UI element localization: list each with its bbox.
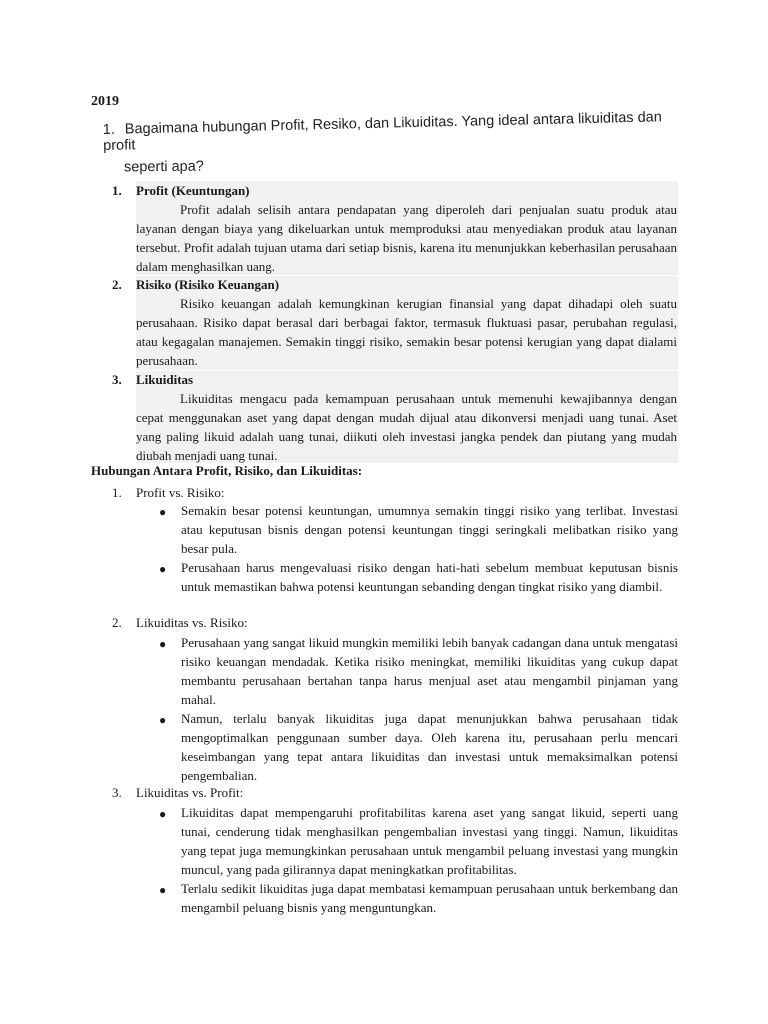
section-number: 3. [112, 372, 122, 387]
item-number: 2. [112, 615, 122, 630]
bullet-text: Perusahaan harus mengevaluasi risiko dengan hati-hati sebelum membuat keputusan bisnis untuk memastikan bahwa potensi keuntungan sebanding dengan tingkat risiko yang diambil. [181, 560, 678, 594]
section-text-profit: Profit adalah selisih antara pendapatan yang diperoleh dari penjualan suatu produk atau layanan dengan biaya yang dikeluarkan untuk memproduksi atau menyediakan produk atau layanan tersebut. Profit adalah tujuan utama dari setiap bisnis, karena itu menunjukkan keberhasilan perusahaan dalam menghasilkan uang. [136, 202, 677, 274]
item-title-likuiditas-vs-risiko: Likuiditas vs. Risiko: [136, 615, 248, 630]
item-number: 3. [112, 785, 122, 800]
bullet-text: Likuiditas dapat mempengaruhi profitabilitas karena aset yang sangat likuid, seperti uang tunai, cenderung tidak menghasilkan pengembalian investasi yang tinggi. Namun, likuiditas yang tepat juga memungkinkan perusahaan untuk mengambil peluang investasi yang mungkin muncul, yang pada gilirannya dapat meningkatkan profitabilitas. [181, 805, 678, 877]
section-text-likuiditas: Likuiditas mengacu pada kemampuan perusahaan untuk memenuhi kewajibannya dengan cepat menggunakan aset yang dapat dengan mudah dijual atau dikonversi menjadi uang tunai. Aset yang paling likuid adalah uang tunai, diikuti oleh investasi jangka pendek dan piutang yang mudah diubah menjadi uang tunai. [136, 391, 677, 463]
bullet-text: Perusahaan yang sangat likuid mungkin memiliki lebih banyak cadangan dana untuk mengatasi risiko keuangan mendadak. Ketika risiko meningkat, memiliki likuiditas yang cukup dapat membantu perusahaan bertahan tanpa harus menjual aset atau mengambil pinjaman yang mahal. [181, 635, 678, 707]
bullet-dot: ● [159, 637, 167, 651]
bullet-dot: ● [159, 562, 167, 576]
section-number: 2. [112, 277, 122, 292]
relationship-title: Hubungan Antara Profit, Risiko, dan Likuiditas: [91, 463, 363, 478]
question-number: 1. [102, 121, 116, 138]
bullet-text: Terlalu sedikit likuiditas juga dapat membatasi kemampuan perusahaan untuk berkembang dan mengambil peluang bisnis yang menguntungkan. [181, 881, 678, 915]
item-title-profit-vs-risiko: Profit vs. Risiko: [136, 485, 225, 500]
year-heading: 2019 [91, 94, 119, 109]
question-text-1: Bagaimana hubungan Profit, Resiko, dan Likuiditas. Yang ideal antara likuiditas dan profit [103, 109, 662, 154]
section-number: 1. [112, 183, 122, 198]
question-line-2: seperti apa? [123, 158, 204, 176]
bullet-dot: ● [159, 505, 167, 519]
question-line-1 [103, 109, 674, 154]
bullet-dot: ● [159, 883, 167, 897]
bullet-text: Semakin besar potensi keuntungan, umumnya semakin tinggi risiko yang terlibat. Investasi atau keputusan bisnis dengan potensi keuntungan tinggi seringkali melibatkan risiko yang besar pula. [181, 503, 678, 556]
bullet-text: Namun, terlalu banyak likuiditas juga dapat menunjukkan bahwa perusahaan tidak mengoptimalkan penggunaan sumber daya. Oleh karena itu, perusahaan perlu mencari keseimbangan yang tepat antara likuiditas dan investasi untuk memaksimalkan potensi pengembalian. [181, 711, 678, 783]
section-title-risiko: Risiko (Risiko Keuangan) [136, 277, 280, 292]
bullet-dot: ● [159, 807, 167, 821]
section-title-likuiditas: Likuiditas [136, 372, 194, 387]
item-title-likuiditas-vs-profit: Likuiditas vs. Profit: [136, 785, 244, 800]
item-number: 1. [112, 485, 122, 500]
section-text-risiko: Risiko keuangan adalah kemungkinan kerugian finansial yang dapat dihadapi oleh suatu perusahaan. Risiko dapat berasal dari berbagai faktor, termasuk fluktuasi pasar, perubahan regulasi, atau kegagalan manajemen. Semakin tinggi risiko, semakin besar potensi kerugian yang dapat dialami perusahaan. [136, 296, 677, 368]
bullet-dot: ● [159, 713, 167, 727]
section-title-profit: Profit (Keuntungan) [136, 183, 250, 198]
